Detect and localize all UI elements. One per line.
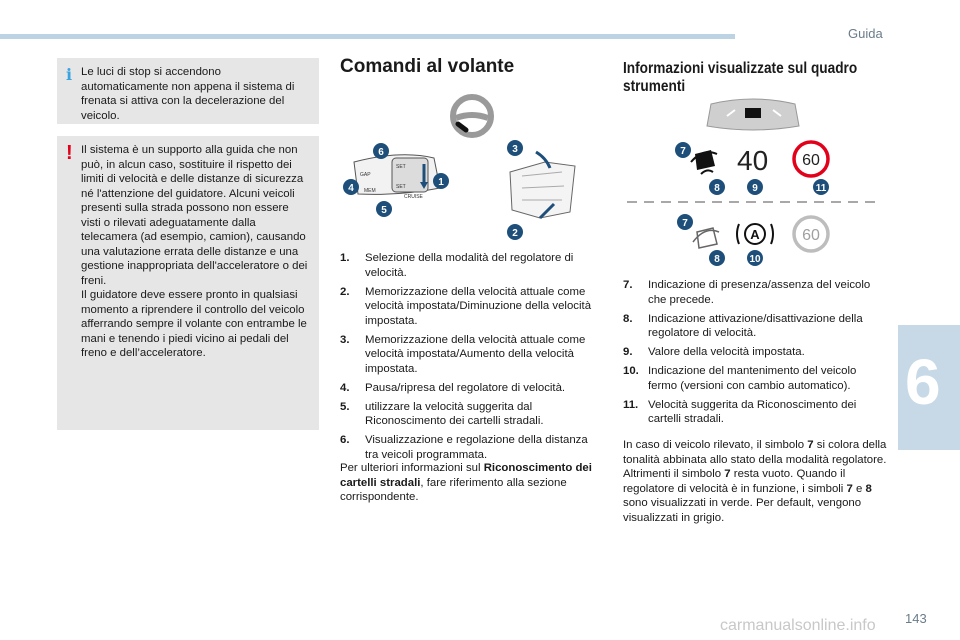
callout-1 (433, 173, 449, 189)
list-item: 4. Pausa/ripresa del regolatore di velocità. (340, 381, 566, 394)
steering-paddle (510, 152, 575, 218)
speed-limit-sign (794, 142, 828, 176)
symbol-color-paragraph: In caso di veicolo rilevato, il simbolo 7 si colora della tonalità abbinata allo stato della modalità regolatore. Altrimenti il simbolo 7 resta vuoto. Quando il regolatore di velocità è in funzione, i simboli 7 e 8 sono visualizzati in verde. Per default, vengono visualizzati in grigio. (623, 439, 887, 524)
section-label: Guida (848, 26, 883, 41)
callout-9 (747, 179, 763, 195)
svg-text:9: 9 (752, 183, 758, 194)
svg-text:3: 3 (512, 144, 518, 155)
dashboard-info-list (623, 278, 885, 431)
info-note (57, 58, 319, 124)
list-item: 3. Memorizzazione della velocità attuale come velocità impostata/Aumento della velocità impostata. (340, 333, 586, 375)
list-item: 6. Visualizzazione e regolazione della distanza tra veicoli programmata. (340, 434, 588, 461)
warning-paragraph: Il sistema è un supporto alla guida che non può, in alcun caso, sostituire il rispetto dei limiti di velocità e delle distanze di sicurezza né l'attenzione del guidatore. Alcuni veicoli presenti sulla strada possono non essere visti o rilevati adeguatamente dalla telecamera (ad esempio, camion), causando una valutazione errata delle distanze e una gestione inappropriata dell'acceleratore o dei freni. (81, 144, 308, 287)
warning-icon: ! (66, 142, 73, 164)
svg-text:2: 2 (512, 228, 518, 239)
vehicle-ahead-outline-icon (693, 228, 719, 248)
callout-3 (507, 140, 523, 156)
stalk-label-set: SET (396, 164, 406, 170)
watermark: carmanualsonline.info (720, 617, 876, 634)
list-item: 7. Indicazione di presenza/assenza del veicolo che precede. (623, 279, 871, 306)
callout-2 (507, 224, 523, 240)
svg-text:5: 5 (381, 205, 387, 216)
callout-5 (376, 201, 392, 217)
speed-limit-sign-inactive (794, 217, 828, 251)
svg-text:10: 10 (749, 254, 761, 265)
stalk-label-gap: GAP (360, 172, 371, 178)
svg-text:11: 11 (815, 183, 827, 194)
steering-wheel-controls-figure (340, 92, 610, 242)
set-speed-value: 40 (737, 145, 769, 176)
svg-text:6: 6 (378, 147, 384, 158)
reference-paragraph: Per ulteriori informazioni sul Riconoscimento dei cartelli stradali, fare riferimento alla sezione corrispondente. (340, 462, 592, 503)
instrument-cluster-icon (707, 99, 799, 130)
vehicle-ahead-indicator-icon (691, 150, 717, 174)
stalk-label-set: SET (396, 184, 406, 190)
steering-controls-list (340, 251, 602, 467)
list-item: 10. Indicazione del mantenimento del veicolo fermo (versioni con cambio automatico). (623, 365, 857, 392)
svg-text:60: 60 (802, 152, 820, 169)
callout-8 (709, 179, 725, 195)
top-accent-bar (0, 34, 735, 39)
list-item: 1. Selezione della modalità del regolatore di velocità. (340, 252, 574, 279)
warning-paragraph: Il guidatore deve essere pronto in qualsiasi momento a riprendere il controllo del veicolo afferrando sempre il volante con entrambe le mani e tenendo i piedi vicino ai pedali del freno e dell’acceleratore. (81, 289, 307, 359)
steering-controls-title: Comandi al volante (340, 56, 515, 77)
list-item: 5. utilizzare la velocità suggerita dal Riconoscimento dei cartelli stradali. (340, 400, 544, 427)
svg-text:60: 60 (802, 227, 820, 244)
info-icon: i (66, 65, 73, 84)
instrument-panel-figure (623, 92, 888, 272)
svg-text:1: 1 (438, 177, 444, 188)
info-note-text: Le luci di stop si accendono automaticamente non appena il sistema di frenata si attiva con la decelerazione del veicolo. (81, 66, 295, 122)
warning-note (57, 136, 319, 430)
svg-text:7: 7 (680, 146, 686, 157)
callout-6 (373, 143, 389, 159)
svg-text:7: 7 (682, 218, 688, 229)
cruise-control-stalk (354, 155, 440, 200)
page-number: 143 (905, 611, 927, 626)
list-item: 11. Velocità suggerita da Riconoscimento dei cartelli stradali. (623, 398, 857, 425)
stalk-label-mem: MEM (364, 188, 376, 194)
steering-wheel-icon (453, 97, 491, 135)
dashboard-info-title: Informazioni visualizzate sul quadro strumenti (623, 60, 858, 95)
callout-8 (709, 250, 725, 266)
svg-text:A: A (750, 227, 760, 242)
list-item: 2. Memorizzazione della velocità attuale come velocità impostata/Diminuzione della velocità impostata. (340, 285, 592, 327)
callout-7 (677, 214, 693, 230)
callout-4 (343, 179, 359, 195)
list-item: 9. Valore della velocità impostata. (623, 346, 805, 358)
chapter-number: 6 (905, 346, 941, 418)
callout-11 (813, 179, 829, 195)
svg-text:8: 8 (714, 254, 720, 265)
stalk-label-cruise: CRUISE (404, 194, 423, 200)
svg-text:4: 4 (348, 183, 354, 194)
callout-7 (675, 142, 691, 158)
svg-text:8: 8 (714, 183, 720, 194)
list-item: 8. Indicazione attivazione/disattivazione della regolatore di velocità. (623, 312, 863, 339)
callout-10 (747, 250, 763, 266)
vehicle-hold-badge (737, 224, 773, 244)
